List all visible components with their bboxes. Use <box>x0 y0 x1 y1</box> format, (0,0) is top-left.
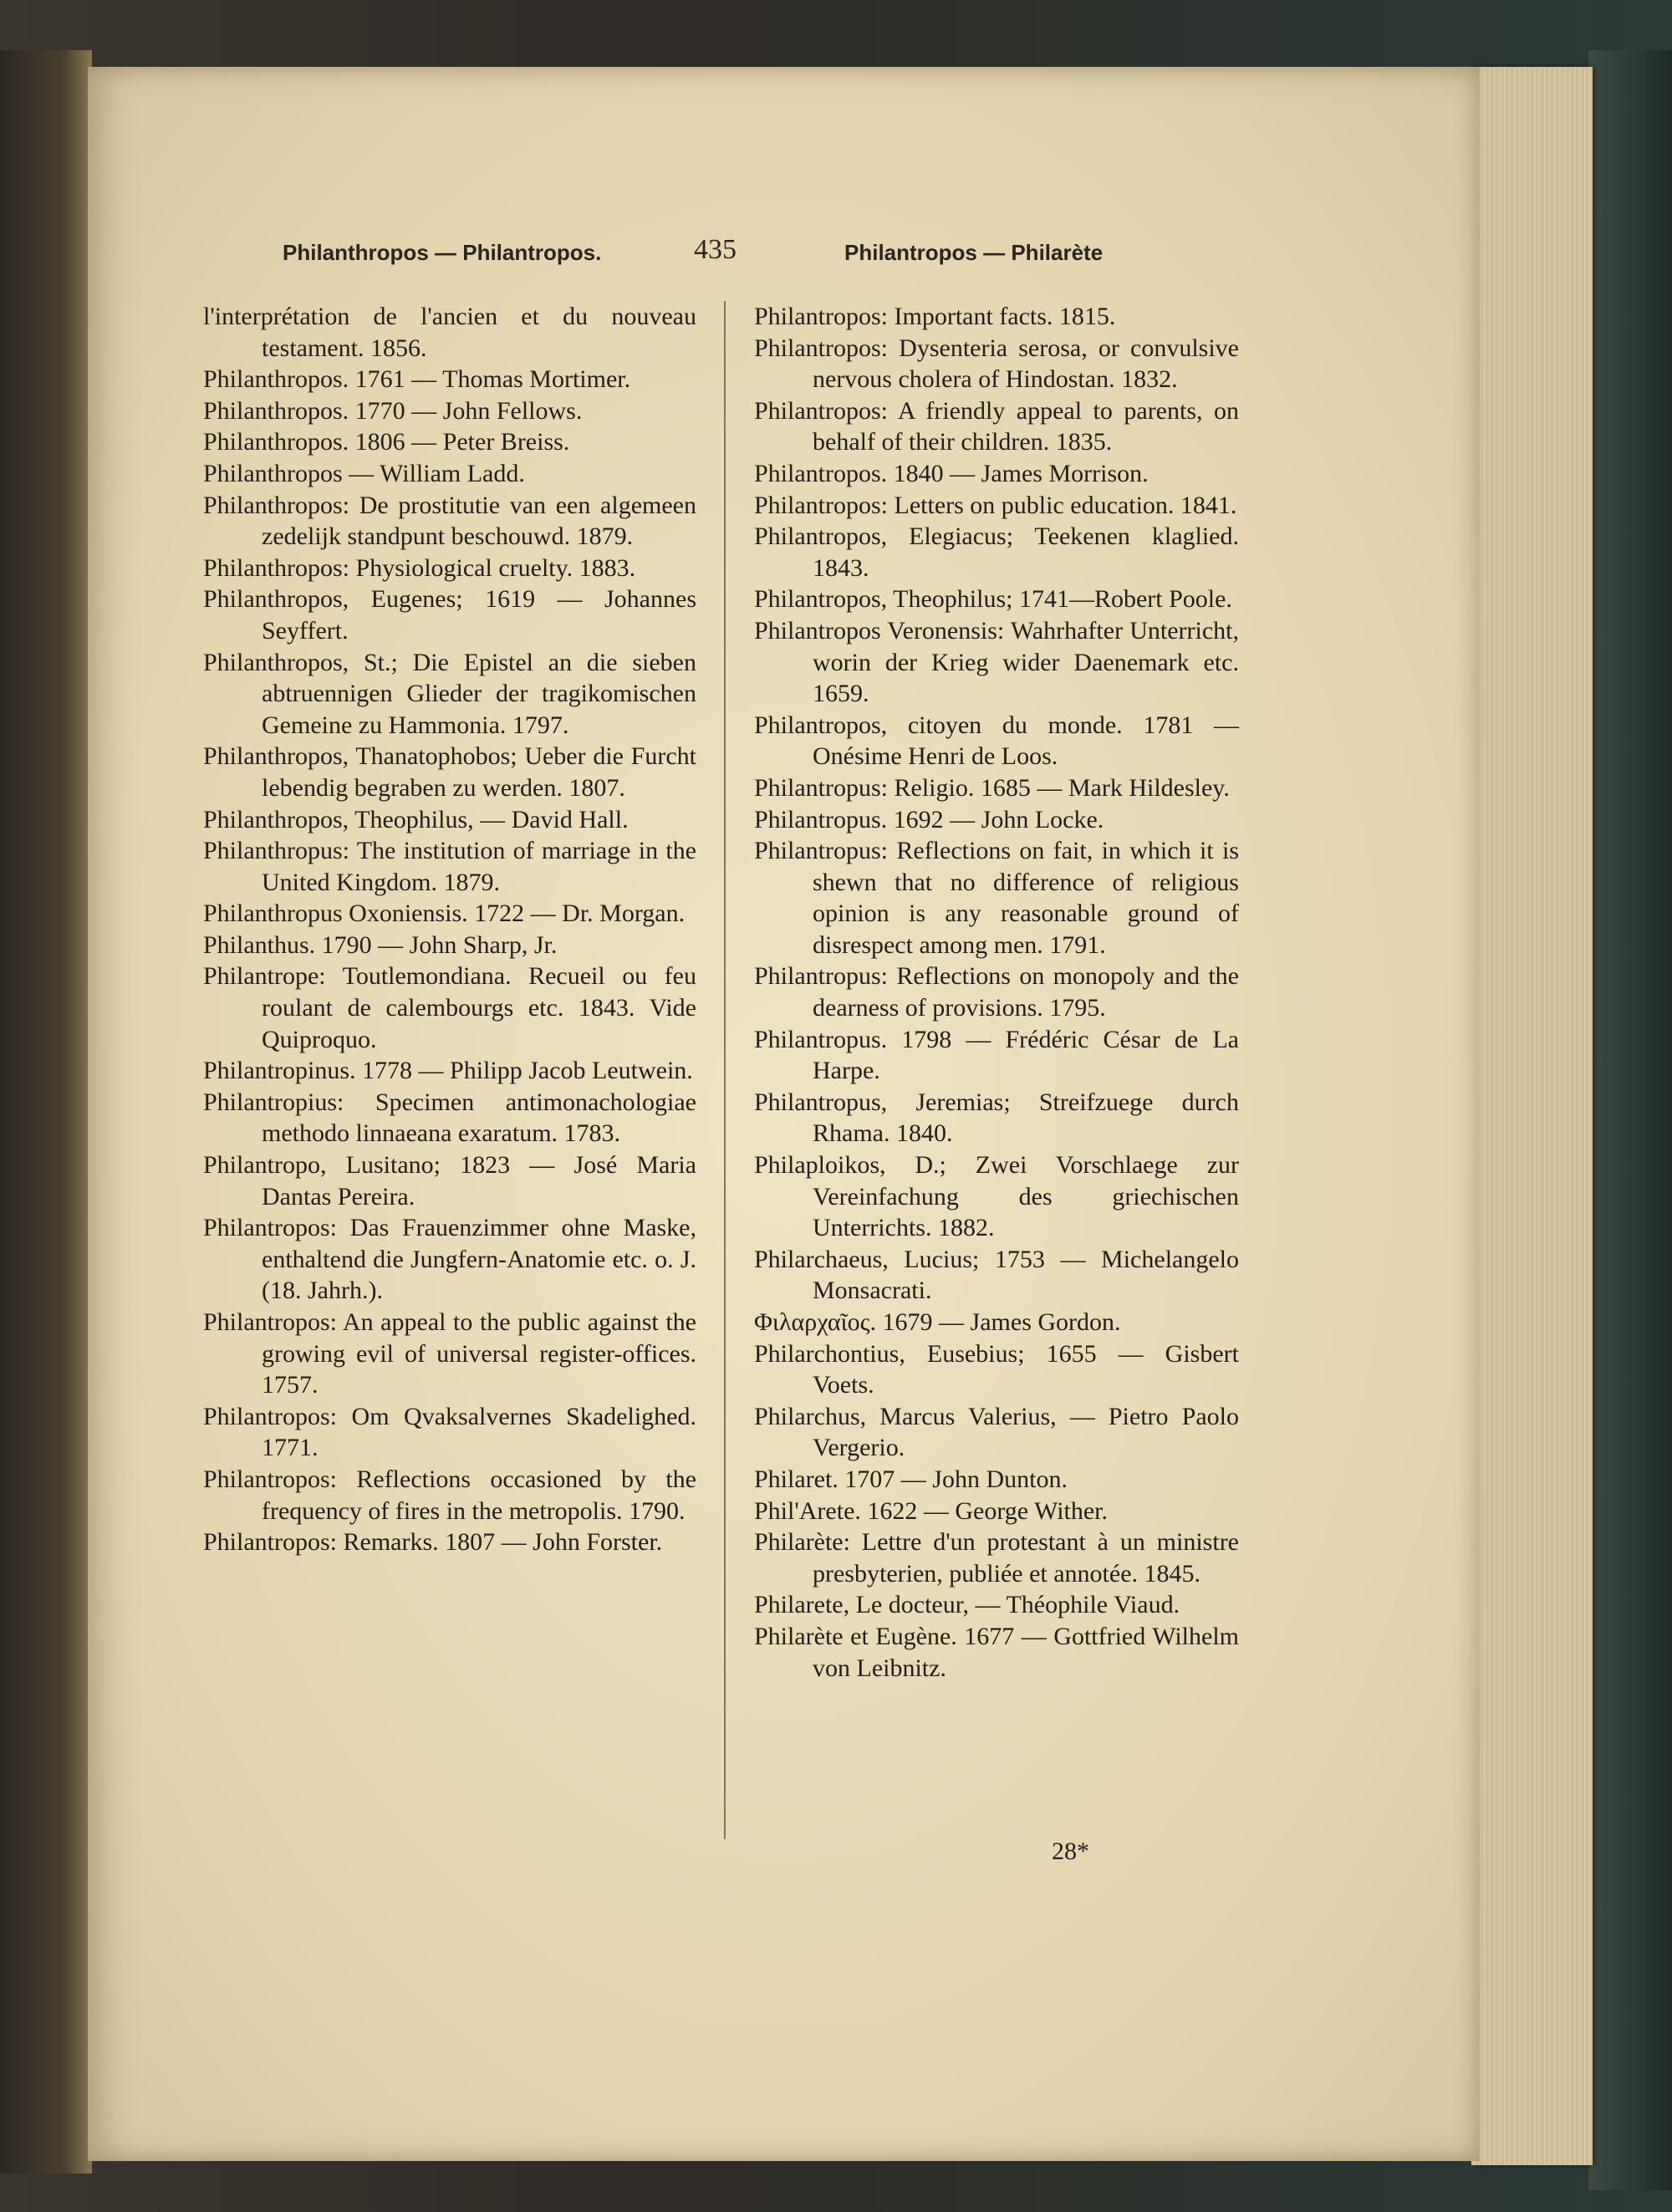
index-entry: Philantropos: Dysenteria serosa, or convulsive nervous cholera of Hindostan. 1832. <box>754 334 1239 394</box>
book-cover-edge <box>1588 50 1672 2190</box>
index-entry: Philantropos: Om Qvaksalvernes Skadelighed. 1771. <box>203 1402 696 1462</box>
index-entry: Philantropos: A friendly appeal to parents, on behalf of their children. 1835. <box>754 396 1239 456</box>
index-entry: Philantropos. 1840 — James Morrison. <box>754 459 1149 487</box>
left-page-edge <box>0 50 92 2174</box>
index-entry: Philarète: Lettre d'un protestant à un ministre presbyterien, publiée et annotée. 1845. <box>754 1528 1239 1588</box>
page-number: 435 <box>694 234 737 265</box>
index-entry: Philanthropus: The institution of marriage in the United Kingdom. 1879. <box>203 837 696 896</box>
running-head-left: Philanthropos — Philantropos. <box>283 240 602 265</box>
index-entry: Philanthropos — William Ladd. <box>203 459 525 487</box>
index-entry: Φιλαρχαῖος. 1679 — James Gordon. <box>754 1308 1121 1336</box>
index-entry: Philaploikos, D.; Zwei Vorschlaege zur Vereinfachung des griechischen Unterrichts. 1882. <box>754 1151 1239 1242</box>
index-entry: Philanthropos: De prostitutie van een algemeen zedelijk standpunt beschouwd. 1879. <box>203 491 696 551</box>
index-entry: Philantropus. 1798 — Frédéric César de La Harpe. <box>754 1025 1239 1085</box>
left-column <box>203 301 696 1558</box>
index-entry: Philarchontius, Eusebius; 1655 — Gisbert Voets. <box>754 1339 1239 1399</box>
index-entry: Philanthropus Oxoniensis. 1722 — Dr. Morgan. <box>203 900 686 928</box>
index-entry: Philarchus, Marcus Valerius, — Pietro Paolo Vergerio. <box>754 1402 1239 1462</box>
index-entry: Philantropos, Theophilus; 1741—Robert Poole. <box>754 585 1232 614</box>
column-divider <box>724 301 726 1839</box>
index-entry: Philanthropos. 1770 — John Fellows. <box>203 396 583 425</box>
index-entry: Philantropus: Reflections on fait, in which it is shewn that no difference of religious opinion is any reasonable ground of disrespect among men. 1791. <box>754 837 1239 959</box>
signature-mark: 28* <box>1052 1837 1089 1865</box>
index-entry: Philaret. 1707 — John Dunton. <box>754 1465 1068 1493</box>
index-entry: l'interprétation de l'ancien et du nouveau testament. 1856. <box>203 303 696 362</box>
page-stack-edge <box>1471 67 1593 2165</box>
index-entry: Philarète et Eugène. 1677 — Gottfried Wilhelm von Leibnitz. <box>754 1622 1239 1682</box>
index-entry: Philantrope: Toutlemondiana. Recueil ou feu roulant de calembourgs etc. 1843. Vide Quiproquo. <box>203 962 696 1053</box>
index-entry: Philantropos: Remarks. 1807 — John Forster. <box>203 1528 663 1557</box>
index-entry: Philantropius: Specimen antimonachologiae methodo linnaeana exaratum. 1783. <box>203 1088 696 1148</box>
index-entry: Philarete, Le docteur, — Théophile Viaud. <box>754 1591 1180 1619</box>
index-entry: Philantropos, Elegiacus; Teekenen klaglied. 1843. <box>754 522 1239 582</box>
index-entry: Philantropus: Religio. 1685 — Mark Hildesley. <box>754 773 1230 802</box>
index-entry: Philantropos Veronensis: Wahrhafter Unterricht, worin der Krieg wider Daenemark etc. 1659. <box>754 616 1239 708</box>
index-entry: Philarchaeus, Lucius; 1753 — Michelangelo Monsacrati. <box>754 1245 1239 1305</box>
index-entry: Philantropos: Das Frauenzimmer ohne Maske, enthaltend die Jungfern-Anatomie etc. o. J. (18. Jahrh.). <box>203 1214 696 1305</box>
index-entry: Philantropus, Jeremias; Streifzuege durch Rhama. 1840. <box>754 1088 1239 1148</box>
index-entry: Philantropos, citoyen du monde. 1781 — Onésime Henri de Loos. <box>754 711 1239 771</box>
index-entry: Philanthropos. 1806 — Peter Breiss. <box>203 428 570 456</box>
index-entry: Philanthropos. 1761 — Thomas Mortimer. <box>203 365 631 394</box>
right-column <box>754 301 1239 1684</box>
index-entry: Philantropos: Important facts. 1815. <box>754 303 1116 330</box>
index-entry: Philanthropos, Thanatophobos; Ueber die Furcht lebendig begraben zu werden. 1807. <box>203 742 696 802</box>
running-head-right: Philantropos — Philarète <box>844 240 1104 265</box>
index-entry: Phil'Arete. 1622 — George Wither. <box>754 1496 1109 1525</box>
index-entry: Philanthropos, Theophilus, — David Hall. <box>203 805 629 833</box>
index-entry: Philantropos: Letters on public education. 1841. <box>754 491 1237 519</box>
index-entry: Philanthropos, Eugenes; 1619 — Johannes Seyffert. <box>203 585 696 645</box>
index-entry: Philantropus: Reflections on monopoly and the dearness of provisions. 1795. <box>754 962 1239 1022</box>
index-entry: Philantropus. 1692 — John Locke. <box>754 805 1104 833</box>
index-entry: Philanthropos: Physiological cruelty. 1883. <box>203 553 636 582</box>
index-entry: Philantropos: Reflections occasioned by the frequency of fires in the metropolis. 1790. <box>203 1465 696 1525</box>
index-entry: Philanthus. 1790 — John Sharp, Jr. <box>203 930 558 959</box>
index-entry: Philantropinus. 1778 — Philipp Jacob Leutwein. <box>203 1057 693 1085</box>
index-entry: Philantropo, Lusitano; 1823 — José Maria Dantas Pereira. <box>203 1151 696 1210</box>
index-entry: Philanthropos, St.; Die Epistel an die sieben abtruennigen Glieder der tragikomischen Gemeine zu Hammonia. 1797. <box>203 648 696 739</box>
index-entry: Philantropos: An appeal to the public against the growing evil of universal register-offices. 1757. <box>203 1308 696 1399</box>
